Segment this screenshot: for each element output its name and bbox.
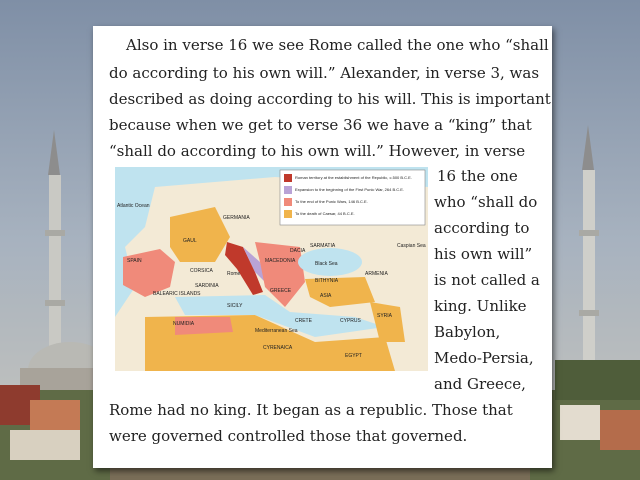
map-label: CYRENAICA xyxy=(263,345,293,351)
map-label: DACIA xyxy=(290,248,306,254)
map-label: BITHYNIA xyxy=(315,278,339,284)
map-label: CORSICA xyxy=(190,268,213,274)
paragraph-line: Medo-Persia, xyxy=(434,349,534,367)
map-label: Mediterranean Sea xyxy=(255,328,298,334)
legend-text: Roman territory at the establishment of the Republic, c.500 B.C.E. xyxy=(295,175,412,180)
map-label: SYRIA xyxy=(377,313,393,319)
paragraph-line: and Greece, xyxy=(434,375,526,393)
paragraph-line: because when we get to verse 36 we have a “king” that xyxy=(109,116,532,134)
legend-text: To the end of the Punic Wars, 146 B.C.E. xyxy=(295,199,368,204)
paragraph-line: Also in verse 16 we see Rome called the one who “shall xyxy=(126,36,549,54)
map-label: SICILY xyxy=(227,303,243,309)
paragraph-line: 16 the one xyxy=(437,167,518,185)
paragraph-line: “shall do according to his own will.” However, in verse xyxy=(109,142,526,160)
map-label: Black Sea xyxy=(315,261,338,267)
map-label: SARMATIA xyxy=(310,243,336,249)
map-label: SPAIN xyxy=(127,258,142,264)
map-label: ARMENIA xyxy=(365,271,388,277)
paragraph-line: Babylon, xyxy=(434,323,501,341)
paragraph-line: according to xyxy=(434,219,530,237)
map-label: SARDINIA xyxy=(195,283,219,289)
paragraph-line: were governed controlled those that governed. xyxy=(109,427,468,445)
map-label: GAUL xyxy=(183,238,197,244)
paragraph-line: his own will” xyxy=(434,245,533,263)
map-label: ASIA xyxy=(320,293,332,299)
map-label: Rome xyxy=(227,271,241,277)
map-label: Atlantic Ocean xyxy=(117,203,150,209)
paragraph-line: do according to his own will.” Alexander, in verse 3, was xyxy=(109,64,540,82)
map-label: NUMIDIA xyxy=(173,321,195,327)
legend-text: To the death of Caesar, 44 B.C.E. xyxy=(295,211,355,216)
map-label: MACEDONIA xyxy=(265,258,296,264)
map-label: CYPRUS xyxy=(340,318,361,324)
map-label: EGYPT xyxy=(345,353,362,359)
legend-text: Expansion to the beginning of the First Punic War, 264 B.C.E. xyxy=(295,187,405,192)
map-label: CRETE xyxy=(295,318,312,324)
paragraph-line: Rome had no king. It began as a republic. Those that xyxy=(109,401,513,419)
paragraph-line: described as doing according to his will. This is important xyxy=(109,90,551,108)
map-label: GREECE xyxy=(270,288,292,294)
map-label: Caspian Sea xyxy=(397,243,426,249)
paragraph-line: is not called a xyxy=(434,271,540,289)
map-label: GERMANIA xyxy=(223,215,250,221)
map-label: BALEARIC ISLANDS xyxy=(153,291,201,297)
paragraph-line: king. Unlike xyxy=(434,297,527,315)
roman-expansion-map xyxy=(115,167,428,371)
paragraph-line: who “shall do xyxy=(434,193,538,211)
